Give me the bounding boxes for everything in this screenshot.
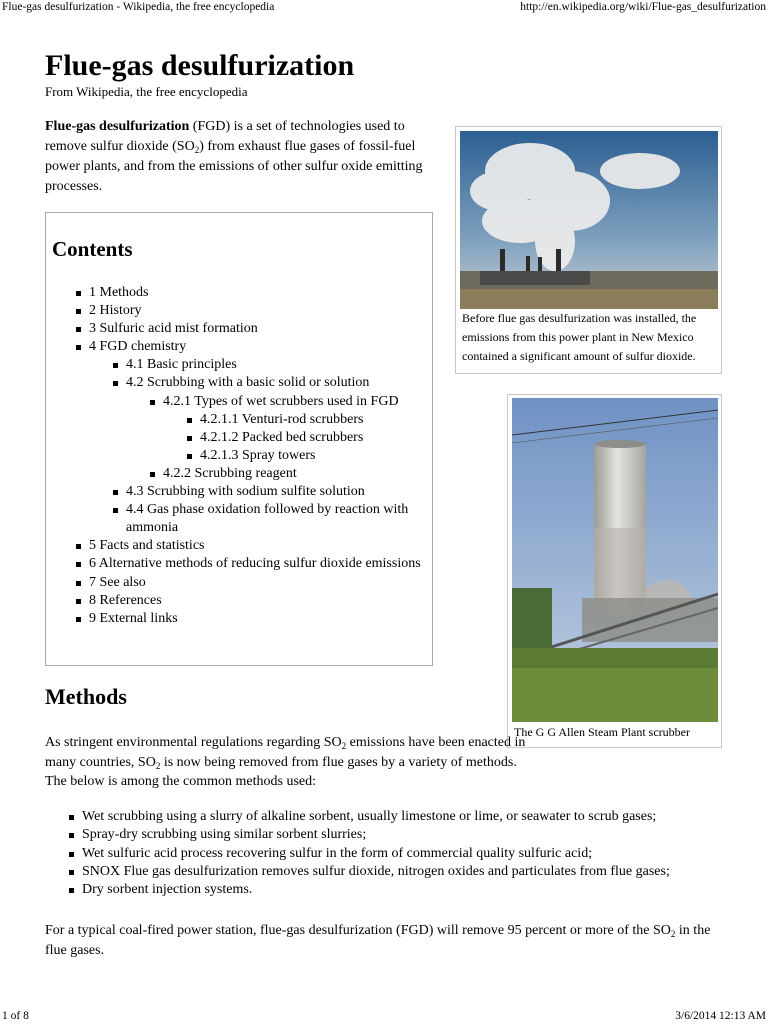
toc-item-gas-phase-oxidation[interactable]: 4.4 Gas phase oxidation followed by reaction with ammonia (113, 501, 426, 537)
toc-item-sulfuric-acid-mist[interactable]: 3 Sulfuric acid mist formation (76, 320, 426, 338)
toc-title: Contents (52, 237, 133, 261)
methods-paragraph: As stringent environmental regulations regarding $SO_2$ emissions have been enacted in many countries, $SO_2$ is now being removed from flue gases by a variety of methods. The below is among the common methods used: (45, 735, 526, 789)
toc-item-sodium-sulfite[interactable]: 4.3 Scrubbing with sodium sulfite solution (113, 483, 426, 501)
list-item: Dry sorbent injection systems. (69, 881, 729, 899)
list-item: Spray-dry scrubbing using similar sorbent slurries; (69, 826, 729, 844)
browser-page-title: Flue-gas desulfurization - Wikipedia, the free encyclopedia (2, 1, 275, 13)
page-count: 1 of 8 (2, 1010, 29, 1022)
plant-caption: Before flue gas desulfurization was installed, the emissions from this power plant in New Mexico contained a significant amount of sulfur dioxide. (462, 311, 697, 363)
power-plant-photo[interactable] (460, 131, 718, 309)
page-url: http://en.wikipedia.org/wiki/Flue-gas_desulfurization (520, 1, 766, 13)
toc-item-methods[interactable]: 1 Methods (76, 284, 426, 302)
scrubber-figure (507, 394, 722, 748)
intro-term: Flue-gas desulfurization (45, 119, 190, 134)
toc-item-scrubbing-reagent[interactable]: 4.2.2 Scrubbing reagent (150, 465, 426, 483)
toc-item-venturi-rod[interactable]: 4.2.1.1 Venturi-rod scrubbers (187, 411, 426, 429)
list-item: SNOX Flue gas desulfurization removes sulfur dioxide, nitrogen oxides and particulates from flue gases; (69, 863, 729, 881)
intro-paragraph: Flue-gas desulfurization (FGD) is a set of technologies used to remove sulfur dioxide $(SO_2)$ from exhaust flue gases of fossil-fuel power plants, and from the emissions of other sulfur oxide emitting processes. (45, 119, 423, 194)
scrubber-caption: The G G Allen Steam Plant scrubber (514, 725, 690, 739)
toc-item-fgd-chemistry[interactable]: 4 FGD chemistry 4.1 Basic principles 4.2 Scrubbing with a basic solid or solution 4.2.1 Types of wet scrubbers used in FGD 4.2.1.1 Venturi-rod scrubbers 4.2.1.2 Packed bed scrubbers 4.2.1.3 Spray towers 4.2.2 Scrubbing reagent 4.3 Scrubbing with sodium sulfite solution 4.4 Gas phase oxidation followed by reaction with ammonia (76, 338, 426, 537)
toc-item-basic-principles[interactable]: 4.1 Basic principles (113, 356, 426, 374)
toc-item-history[interactable]: 2 History (76, 302, 426, 320)
page-title: Flue-gas desulfurization (45, 49, 355, 82)
toc-item-spray-towers[interactable]: 4.2.1.3 Spray towers (187, 447, 426, 465)
toc-item-see-also[interactable]: 7 See also (76, 574, 426, 592)
methods-list (69, 808, 729, 899)
closing-paragraph: For a typical coal-fired power station, flue-gas desulfurization (FGD) will remove 95 percent or more of the $SO_2$ in the flue gases. (45, 923, 711, 958)
print-datetime: 3/6/2014 12:13 AM (675, 1010, 766, 1022)
toc-item-packed-bed[interactable]: 4.2.1.2 Packed bed scrubbers (187, 429, 426, 447)
toc-item-references[interactable]: 8 References (76, 592, 426, 610)
toc-item-alternative-methods[interactable]: 6 Alternative methods of reducing sulfur dioxide emissions (76, 555, 426, 573)
toc-item-facts[interactable]: 5 Facts and statistics (76, 537, 426, 555)
scrubber-photo[interactable] (512, 398, 718, 722)
list-item: Wet scrubbing using a slurry of alkaline sorbent, usually limestone or lime, or seawater to scrub gases; (69, 808, 729, 826)
toc-item-external-links[interactable]: 9 External links (76, 610, 426, 628)
methods-heading: Methods (45, 684, 127, 709)
page-subtitle: From Wikipedia, the free encyclopedia (45, 84, 248, 99)
toc-item-scrubbing-basic[interactable]: 4.2 Scrubbing with a basic solid or solution 4.2.1 Types of wet scrubbers used in FGD 4.2.1.1 Venturi-rod scrubbers 4.2.1.2 Packed bed scrubbers 4.2.1.3 Spray towers 4.2.2 Scrubbing reagent (113, 374, 426, 483)
list-item: Wet sulfuric acid process recovering sulfur in the form of commercial quality sulfuric acid; (69, 845, 729, 863)
table-of-contents (45, 212, 433, 666)
power-plant-figure (455, 126, 722, 374)
toc-list (76, 284, 426, 628)
toc-item-wet-scrubber-types[interactable]: 4.2.1 Types of wet scrubbers used in FGD 4.2.1.1 Venturi-rod scrubbers 4.2.1.2 Packed bed scrubbers 4.2.1.3 Spray towers (150, 393, 426, 465)
